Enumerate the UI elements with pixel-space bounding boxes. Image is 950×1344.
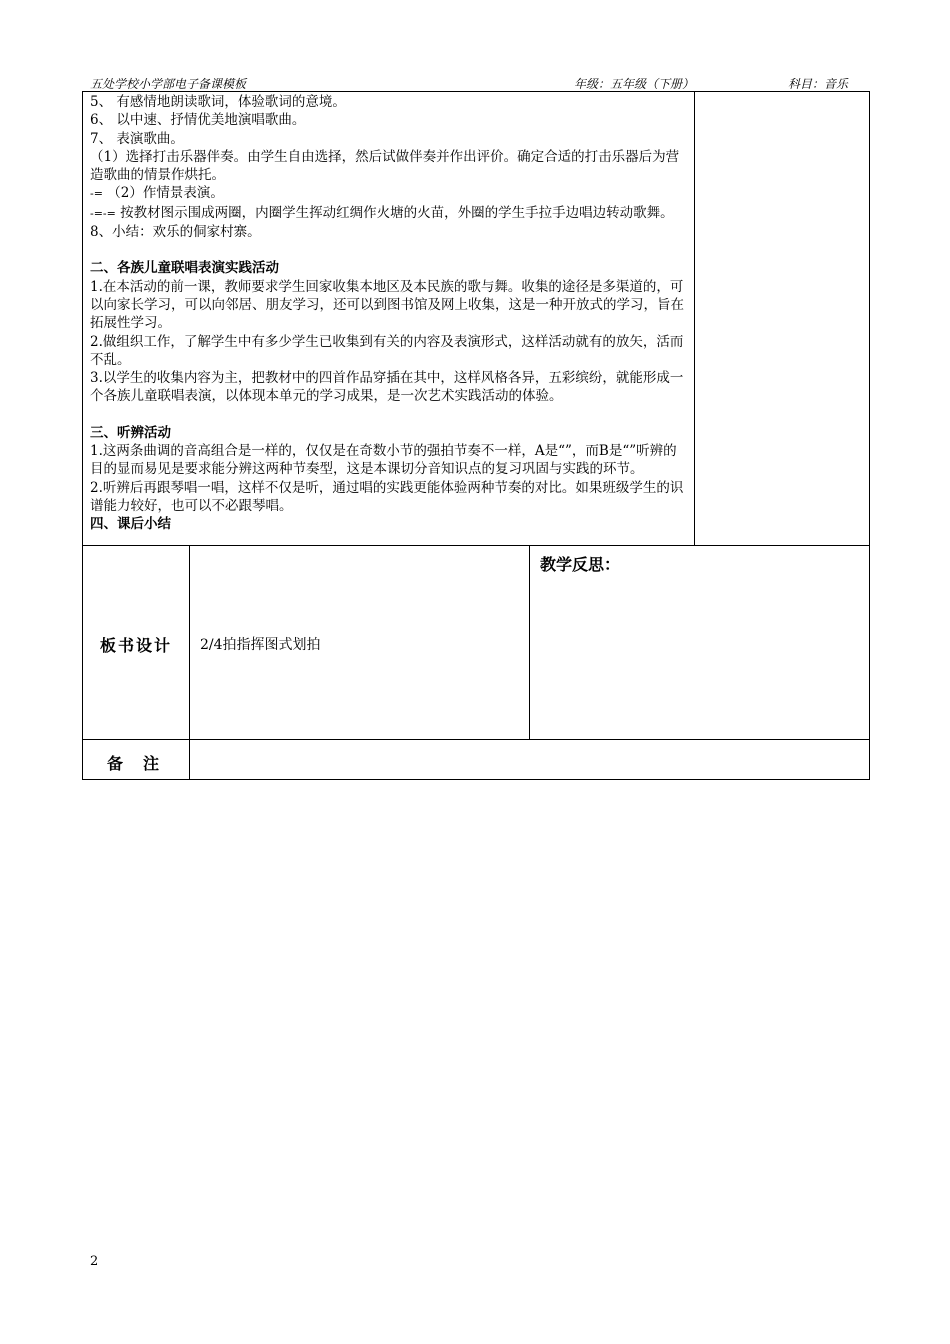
step-7-2-text: （2）作情景表演。: [107, 185, 224, 202]
board-design-label: 板书设计: [99, 636, 172, 655]
section-3-para-1: 1.这两条曲调的音高组合是一样的，仅仅是在奇数小节的强拍节奏不一样，A是“”，而B是“”听辨的目的显而易见是要求能分辨这两种节奏型，这是本课切分音知识点的复习巩固与实践的环节。: [90, 443, 677, 478]
remarks-label-cell: [82, 739, 190, 780]
page-header: [90, 76, 870, 92]
section-2-para-1: 1.在本活动的前一课，教师要求学生回家收集本地区及本民族的歌与舞。收集的途径是多渠道的，可以向家长学习，可以向邻居、朋友学习，还可以到图书馆及网上收集，这是一种开放式的学习，旨在拓展性学习。: [90, 278, 684, 332]
step-7-1: （1）选择打击乐器伴奏。由学生自由选择，然后试做伴奏并作出评价。确定合适的打击乐器后为营造歌曲的情景作烘托。: [90, 148, 680, 184]
lesson-content: [90, 93, 690, 534]
page-number: 2: [90, 1254, 99, 1269]
section-2-para-3: 3.以学生的收集内容为主，把教材中的四首作品穿插在其中，这样风格各异，五彩缤纷，就能形成一个各族儿童联唱表演，以体现本单元的学习成果，是一次艺术实践活动的体验。: [90, 370, 684, 405]
step-8: 8、小结：欢乐的侗家村寨。: [90, 224, 261, 241]
section-2-title: 二、各族儿童联唱表演实践活动: [90, 260, 279, 277]
board-design-content-cell: [189, 545, 530, 740]
header-subject: 科目：音乐: [788, 77, 849, 91]
board-design-text: 2/4拍指挥图式划拍: [200, 637, 321, 653]
step-7-3-mark: -=-=: [90, 206, 116, 220]
section-3-para-2: 2.听辨后再跟琴唱一唱，这样不仅是听，通过唱的实践更能体验两种节奏的对比。如果班级学生的识谱能力较好，也可以不必跟琴唱。: [90, 479, 684, 514]
remarks-content-cell: [189, 739, 870, 780]
side-notes-cell: [694, 91, 870, 546]
remarks-label: 备注: [106, 754, 179, 773]
step-7-2-mark: -=: [90, 187, 103, 201]
teaching-reflection-cell: [529, 545, 870, 740]
step-5: 5、 有感情地朗读歌词，体验歌词的意境。: [90, 94, 346, 110]
header-grade: 年级：五年级（下册）: [574, 77, 695, 91]
teaching-reflection-title: 教学反思：: [540, 555, 621, 574]
section-4-title: 四、课后小结: [90, 516, 171, 533]
step-7-3-text: 按教材图示围成两圈，内圈学生挥动红绸作火塘的火苗，外圈的学生手拉手边唱边转动歌舞。: [120, 204, 674, 221]
section-2-para-2: 2.做组织工作，了解学生中有多少学生已收集到有关的内容及表演形式，这样活动就有的放矢，活而不乱。: [90, 333, 684, 368]
step-7-2: [90, 184, 690, 203]
header-school: 五处学校小学部电子备课模板: [90, 77, 247, 91]
step-7: 7、 表演歌曲。: [90, 130, 184, 147]
section-3-title: 三、听辨活动: [90, 424, 171, 441]
board-design-label-cell: [82, 545, 190, 740]
step-7-3: [90, 204, 690, 223]
step-6: 6、 以中速、抒情优美地演唱歌曲。: [90, 112, 306, 129]
